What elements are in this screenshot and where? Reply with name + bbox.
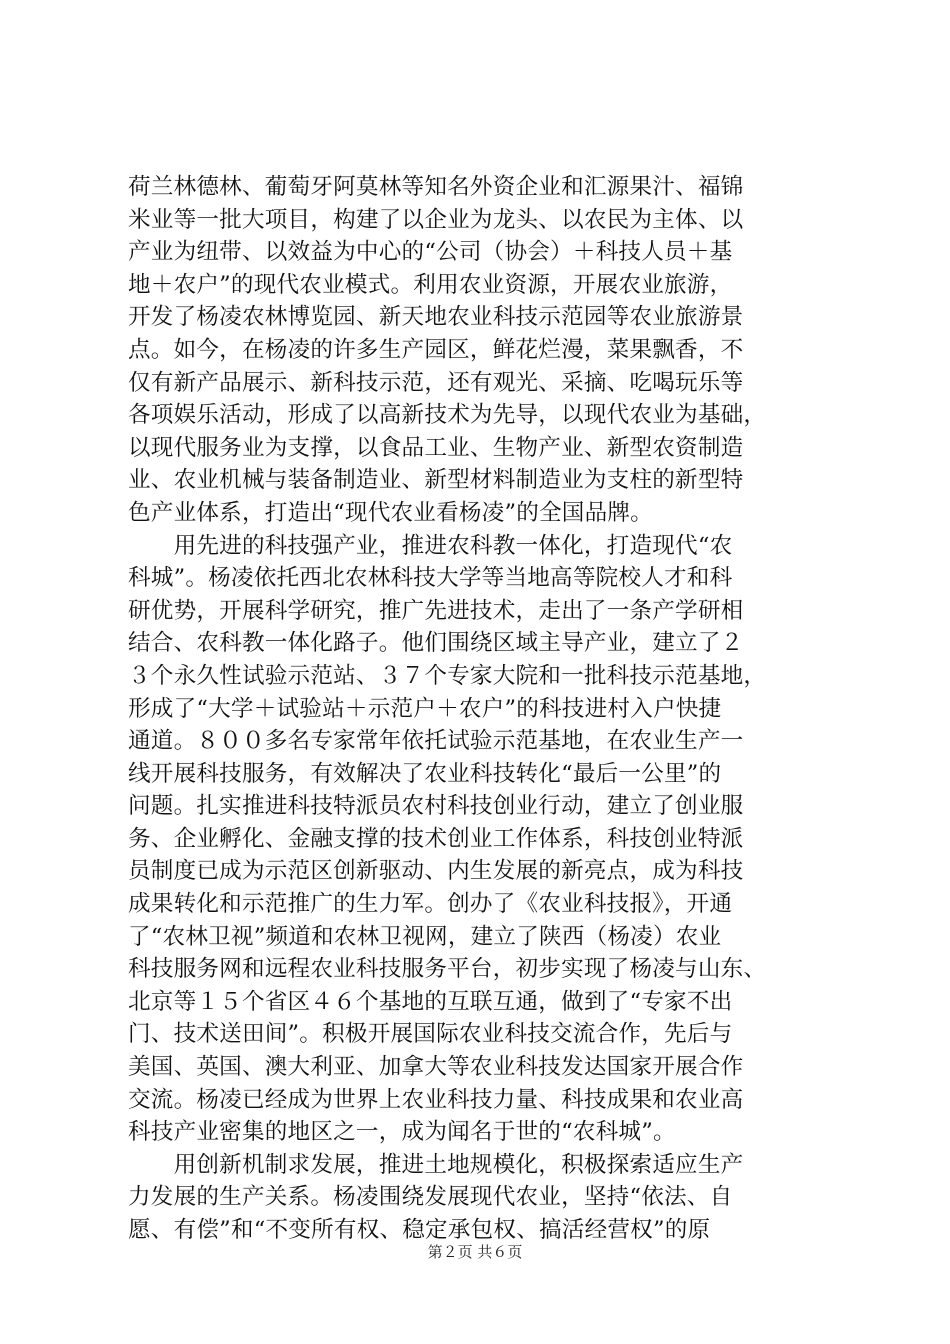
text-line: 科城”。杨凌依托西北农林科技大学等当地高等院校人才和科 [128, 565, 733, 592]
text-line: 北京等１５个省区４６个基地的互联互通，做到了“专家不出 [128, 988, 733, 1015]
text-line: 仅有新产品展示、新科技示范，还有观光、采摘、吃喝玩乐等 [128, 369, 744, 396]
text-line: 以现代服务业为支撑，以食品工业、生物产业、新型农资制造 [128, 434, 744, 461]
text-line: 科技产业密集的地区之一，成为闻名于世的“农科城”。 [128, 1119, 676, 1146]
text-line: 通道。８００多名专家常年依托试验示范基地，在农业生产一 [128, 728, 744, 755]
text-line: 形成了“大学＋试验站＋示范户＋农户”的科技进村入户快捷 [128, 695, 722, 722]
text-line: 了“农林卫视”频道和农林卫视网，建立了陕西（杨凌）农业 [128, 923, 722, 950]
page-footer: 第２页 共６页 [427, 1243, 523, 1261]
text-line: 地＋农户”的现代农业模式。利用农业资源，开展农业旅游， [128, 271, 733, 298]
text-line: ３个永久性试验示范站、３７个专家大院和一批科技示范基地， [128, 662, 767, 689]
text-line: 点。如今，在杨凌的许多生产园区，鲜花烂漫，菜果飘香，不 [128, 336, 744, 363]
text-line: 线开展科技服务，有效解决了农业科技转化“最后一公里”的 [128, 760, 722, 787]
text-line: 结合、农科教一体化路子。他们围绕区域主导产业，建立了２ [128, 630, 744, 657]
text-line: 力发展的生产关系。杨凌围绕发展现代农业，坚持“依法、自 [128, 1184, 733, 1211]
text-line: 美国、英国、澳大利亚、加拿大等农业科技发达国家开展合作 [128, 1054, 744, 1081]
text-line: 愿、有偿”和“不变所有权、稳定承包权、搞活经营权”的原 [128, 1217, 711, 1243]
text-line: 开发了杨凌农林博览园、新天地农业科技示范园等农业旅游景 [128, 304, 744, 331]
text-line: 产业为纽带、以效益为中心的“公司（协会）＋科技人员＋基 [128, 239, 733, 266]
text-line: 用创新机制求发展，推进土地规模化，积极探索适应生产 [128, 1151, 744, 1178]
text-line: 业、农业机械与装备制造业、新型材料制造业为支柱的新型特 [128, 467, 744, 494]
text-line: 问题。扎实推进科技特派员农村科技创业行动，建立了创业服 [128, 793, 744, 820]
text-line: 交流。杨凌已经成为世界上农业科技力量、科技成果和农业高 [128, 1086, 744, 1113]
text-line: 务、企业孵化、金融支撑的技术创业工作体系，科技创业特派 [128, 825, 744, 852]
text-line: 研优势，开展科学研究，推广先进技术，走出了一条产学研相 [128, 597, 744, 624]
text-line: 用先进的科技强产业，推进农科教一体化，打造现代“农 [128, 532, 733, 559]
text-line: 员制度已成为示范区创新驱动、内生发展的新亮点，成为科技 [128, 858, 744, 885]
text-line: 科技服务网和远程农业科技服务平台，初步实现了杨凌与山东、 [128, 956, 767, 983]
text-line: 米业等一批大项目，构建了以企业为龙头、以农民为主体、以 [128, 206, 744, 233]
body-text [128, 171, 828, 1247]
text-line: 成果转化和示范推广的生力军。创办了《农业科技报》，开通 [128, 891, 733, 918]
text-line: 各项娱乐活动，形成了以高新技术为先导，以现代农业为基础， [128, 402, 767, 429]
text-line: 色产业体系，打造出“现代农业看杨凌”的全国品牌。 [128, 499, 653, 526]
text-line: 门、技术送田间”。积极开展国际农业科技交流合作，先后与 [128, 1021, 733, 1048]
text-line: 荷兰林德林、葡萄牙阿莫林等知名外资企业和汇源果汁、福锦 [128, 174, 744, 200]
